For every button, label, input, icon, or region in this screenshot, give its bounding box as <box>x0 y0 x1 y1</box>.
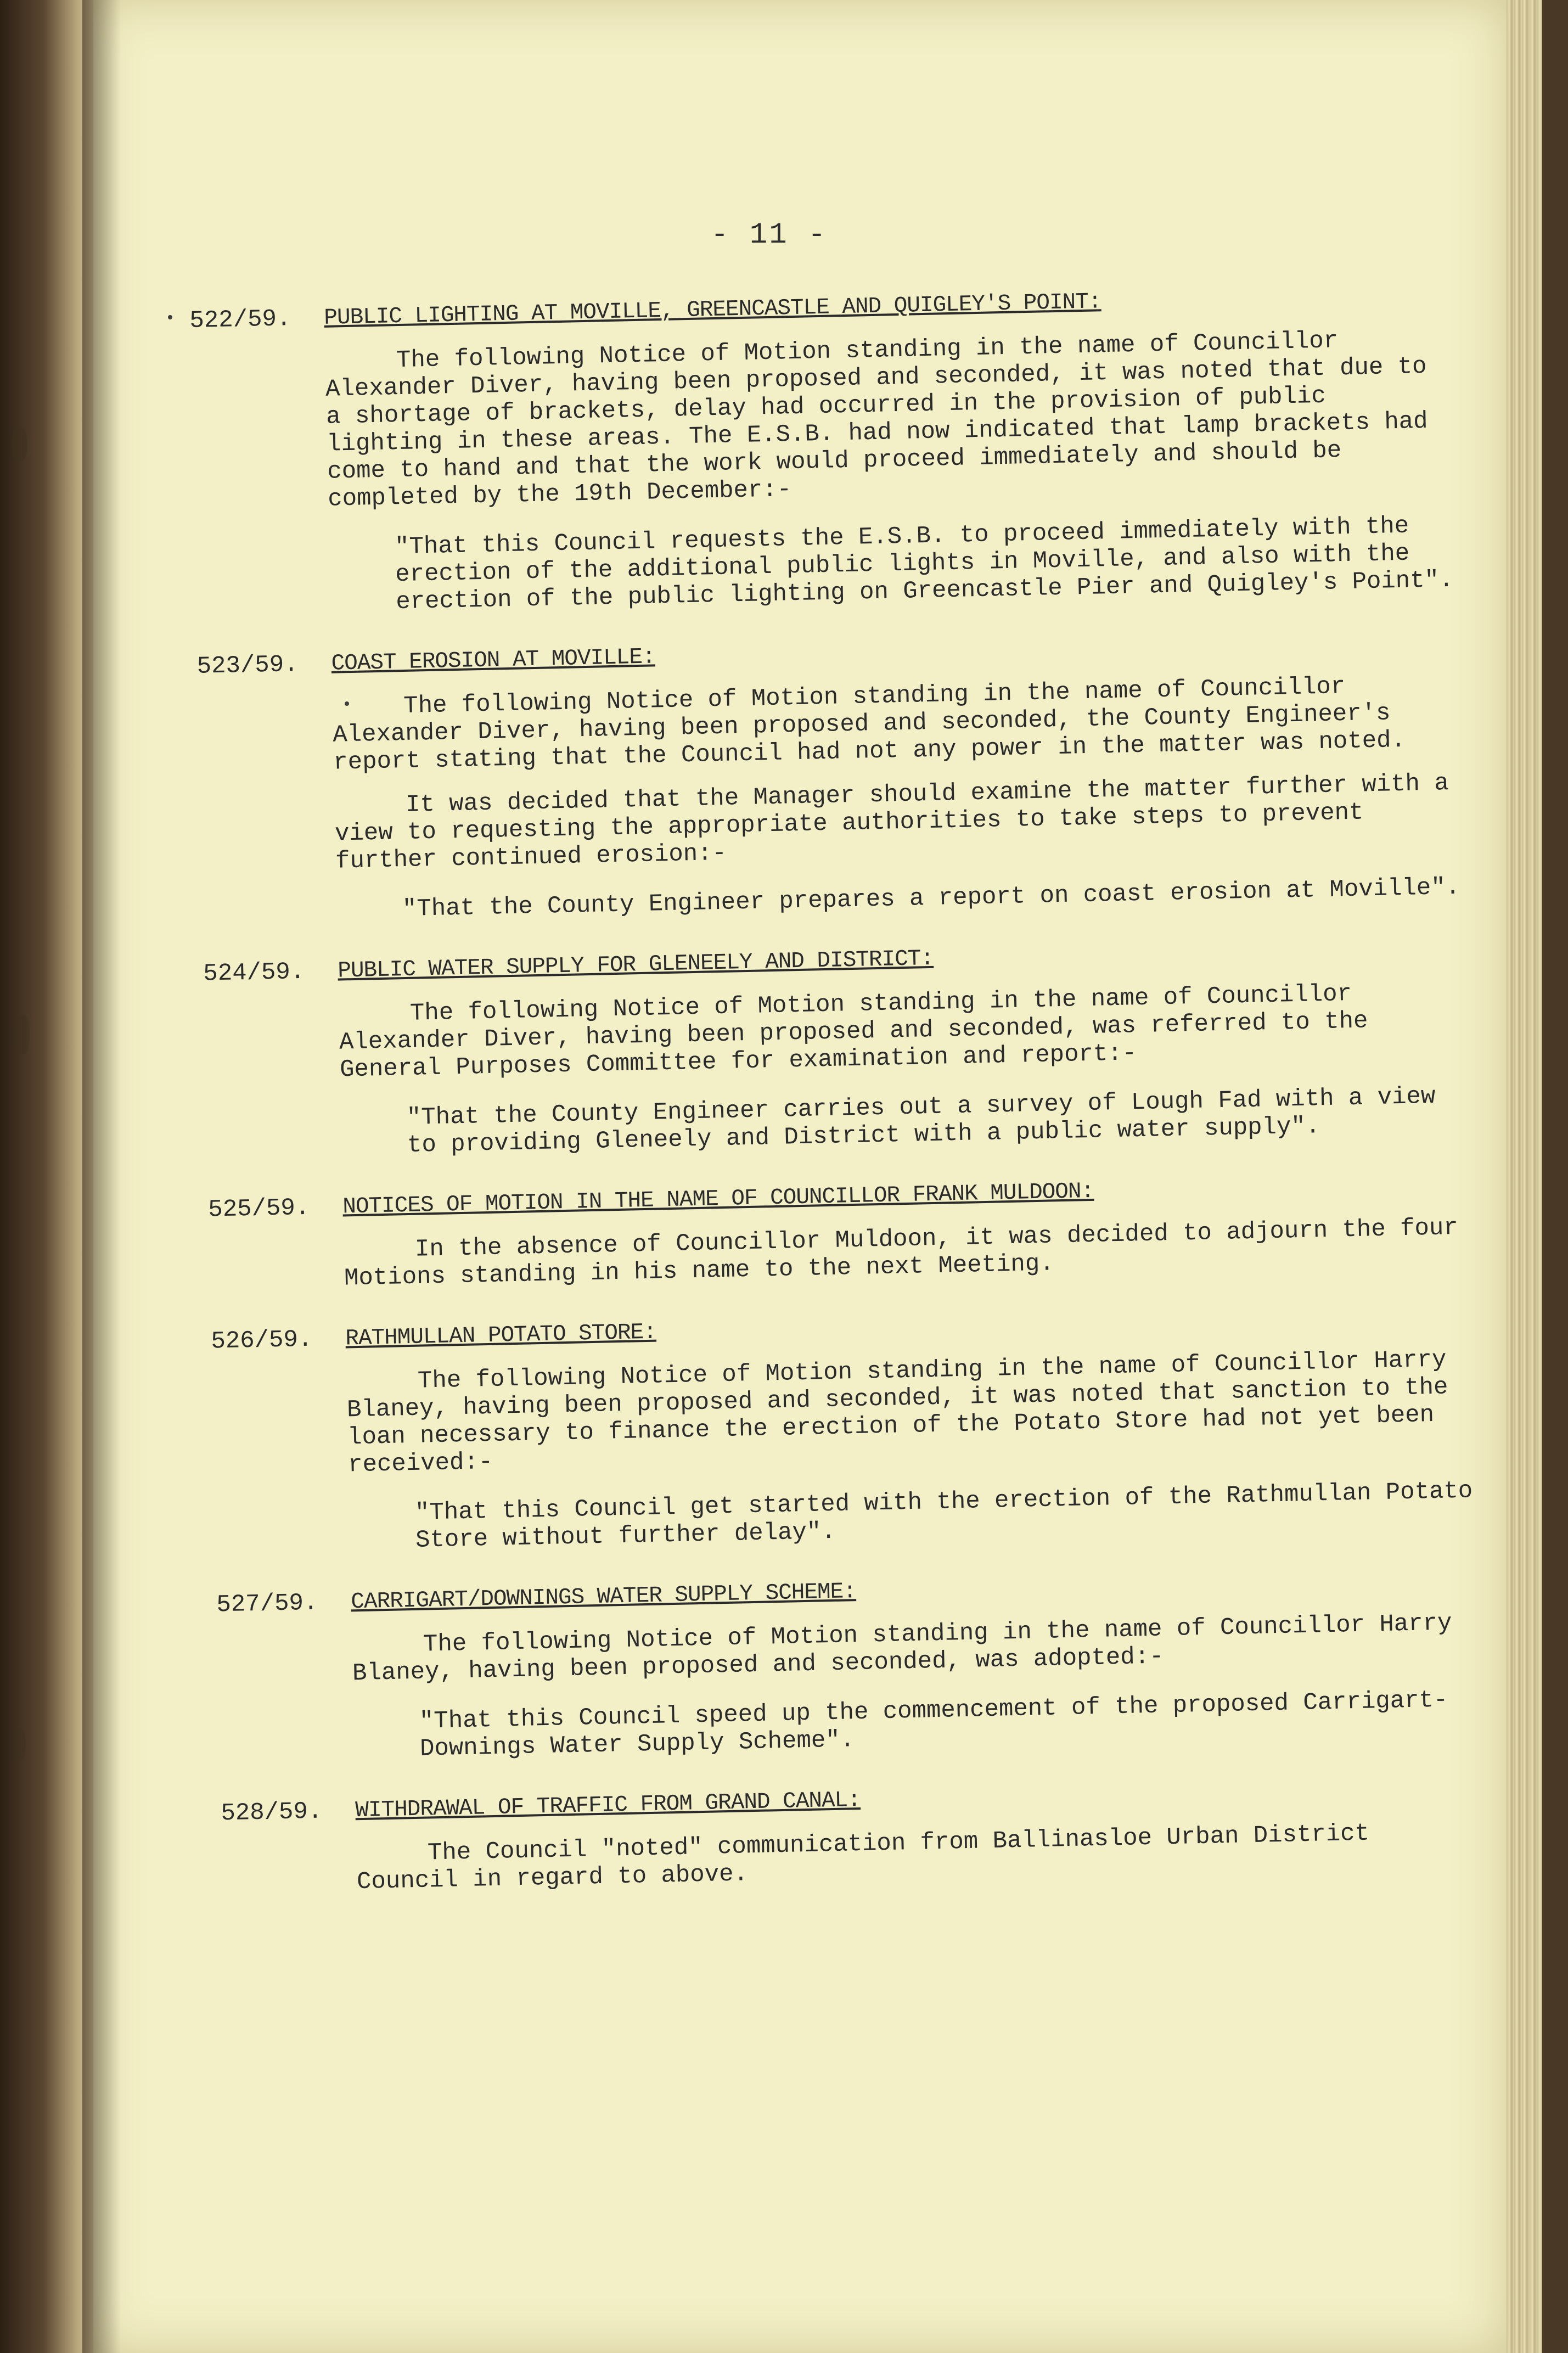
item-heading: PUBLIC LIGHTING AT MOVILLE, GREENCASTLE AND QUIGLEY'S POINT: <box>323 289 1101 331</box>
item-paragraph: The Council "noted" communication from Ballinasloe Urban District Council in regard to above. <box>356 1819 1370 1896</box>
item-heading: CARRIGART/DOWNINGS WATER SUPPLY SCHEME: <box>350 1579 857 1615</box>
motion-quote: "That this Council requests the E.S.B. to proceed immediately with the erection of the additional public lights in Moville, and also with the erection of the public lighting on Greencastle Pier and Quigley's Point". <box>394 512 1454 616</box>
minute-item-524 <box>203 934 1469 1164</box>
item-heading: RATHMULLAN POTATO STORE: <box>345 1319 657 1352</box>
item-paragraph: The following Notice of Motion standing in the name of Councillor Alexander Diver, having been proposed and seconded, it was noted that due to a shortage of brackets, delay had occurred in the provision of public lighting in these areas. The E.S.B. had now indicated that lamp brackets had come to hand and that the work would proceed immediately and should be completed by the 19th December:- <box>325 327 1429 513</box>
item-number: 525/59. <box>207 1194 310 1224</box>
item-paragraph: In the absence of Councillor Muldoon, it was decided to adjourn the four Motions standing in his name to the next Meeting. <box>344 1214 1459 1293</box>
left-page-edge <box>0 0 96 2353</box>
item-paragraph: It was decided that the Manager should examine the matter further with a view to requesting the appropriate authorities to take steps to prevent further continued erosion:- <box>334 770 1449 875</box>
motion-quote: "That the County Engineer carries out a survey of Lough Fad with a view to providing Gleneely and District with a public water supply". <box>406 1082 1436 1160</box>
motion-quote: "That this Council get started with the erection of the Rathmullan Potato Store without further delay". <box>414 1477 1473 1554</box>
minute-item-528 <box>221 1773 1485 1899</box>
item-number: 526/59. <box>210 1326 313 1356</box>
book-cover-edge <box>1542 0 1568 2353</box>
motion-quote: "That this Council speed up the commencement of the proposed Carrigart-Downings Water Supply Scheme". <box>419 1686 1448 1763</box>
ink-smudge <box>16 1015 30 1054</box>
speck-mark <box>168 315 172 319</box>
item-paragraph: The following Notice of Motion standing in the name of Councillor Harry Blaney, having been proposed and seconded, it was noted that sanction to the loan necessary to finance the erection of the Potato Store had not yet been received:- <box>346 1346 1448 1479</box>
item-heading: COAST EROSION AT MOVILLE: <box>331 644 656 677</box>
minute-item-523 <box>196 627 1464 928</box>
item-paragraph: The following Notice of Motion standing in the name of Councillor Alexander Diver, having been proposed and seconded, the County Engineer's report stating that the Council had not any power in the matter was noted. <box>332 673 1406 777</box>
minute-item-527 <box>216 1565 1482 1767</box>
ink-smudge <box>14 1729 26 1759</box>
motion-quote: "That the County Engineer prepares a report on coast erosion at Moville". <box>402 873 1460 924</box>
item-number: 523/59. <box>196 650 299 681</box>
minute-item-525 <box>208 1170 1472 1295</box>
ink-smudge <box>11 428 27 461</box>
item-number: 522/59. <box>189 305 291 335</box>
item-heading: NOTICES OF MOTION IN THE NAME OF COUNCILLOR FRANK MULDOON: <box>342 1178 1094 1220</box>
page-number: - 11 - <box>711 218 828 252</box>
minute-item-526 <box>211 1301 1477 1558</box>
item-heading: WITHDRAWAL OF TRAFFIC FROM GRAND CANAL: <box>355 1787 861 1824</box>
item-paragraph: The following Notice of Motion standing in the name of Councillor Alexander Diver, having been proposed and seconded, was referred to the General Purposes Committee for examination and report:- <box>339 980 1368 1084</box>
minute-item-522 <box>189 281 1458 620</box>
item-number: 524/59. <box>203 958 305 988</box>
item-heading: PUBLIC WATER SUPPLY FOR GLENEELY AND DISTRICT: <box>337 946 934 984</box>
item-number: 527/59. <box>216 1589 318 1619</box>
minutes-content <box>189 281 1485 1932</box>
item-paragraph: The following Notice of Motion standing in the name of Councillor Harry Blaney, having been proposed and seconded, was adopted:- <box>352 1609 1452 1688</box>
item-number: 528/59. <box>220 1798 323 1828</box>
spine-shadow <box>82 0 121 2353</box>
